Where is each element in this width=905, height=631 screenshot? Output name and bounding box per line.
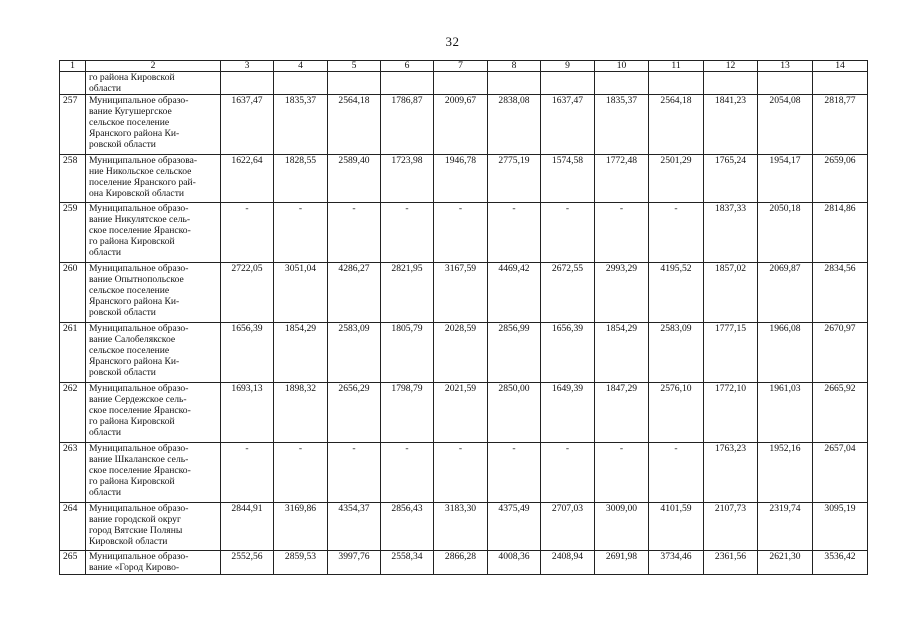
value-cell: 2021,59	[434, 383, 488, 443]
value-cell: 2814,86	[813, 203, 868, 263]
value-cell: 1772,48	[595, 155, 649, 203]
value-cell: 2659,06	[813, 155, 868, 203]
name-line: город Вятские Поляны	[89, 525, 183, 536]
value-cell: 2009,67	[434, 95, 488, 155]
value-cell: 2672,55	[541, 263, 595, 323]
column-header: 11	[649, 61, 704, 72]
municipality-name	[86, 155, 221, 203]
name-line: Муниципальное образо-	[89, 383, 189, 394]
name-line: вание городской округ	[89, 514, 181, 525]
value-cell: -	[434, 443, 488, 503]
value-cell: 1847,29	[595, 383, 649, 443]
page-number: 32	[445, 34, 460, 49]
value-cell: 1656,39	[541, 323, 595, 383]
value-cell: 2856,43	[381, 503, 434, 551]
row-number	[60, 72, 86, 95]
value-cell: 2621,30	[758, 551, 813, 575]
value-cell: 1777,15	[704, 323, 758, 383]
value-cell: 1854,29	[274, 323, 328, 383]
value-cell: -	[274, 443, 328, 503]
value-cell: 2838,08	[488, 95, 541, 155]
value-cell: -	[595, 203, 649, 263]
value-cell: 1841,23	[704, 95, 758, 155]
table-row	[60, 72, 868, 95]
table-row	[60, 383, 868, 443]
value-cell: 2856,99	[488, 323, 541, 383]
row-number: 262	[60, 383, 86, 443]
header-row	[60, 61, 868, 72]
value-cell	[488, 72, 541, 95]
column-header: 6	[381, 61, 434, 72]
name-line: вание «Город Кирово-	[89, 562, 180, 573]
name-line: Муниципальное образо-	[89, 203, 189, 214]
name-line: вание Салобелякское	[89, 334, 176, 345]
value-cell: 4286,27	[328, 263, 381, 323]
value-cell: 2050,18	[758, 203, 813, 263]
name-line: области	[89, 83, 122, 94]
value-cell	[381, 72, 434, 95]
value-cell: 1857,02	[704, 263, 758, 323]
value-cell: 4008,36	[488, 551, 541, 575]
name-line: го района Кировской	[89, 416, 175, 427]
name-line: области	[89, 427, 122, 438]
row-number: 259	[60, 203, 86, 263]
value-cell: -	[328, 203, 381, 263]
value-cell: 1954,17	[758, 155, 813, 203]
value-cell: 3536,42	[813, 551, 868, 575]
value-cell: 1622,64	[221, 155, 274, 203]
value-cell: 2028,59	[434, 323, 488, 383]
name-line: Муниципальное образо-	[89, 551, 189, 562]
name-line: Яранского района Ки-	[89, 128, 180, 139]
value-cell	[649, 72, 704, 95]
name-line: сельское поселение	[89, 285, 170, 296]
row-number: 258	[60, 155, 86, 203]
value-cell: 1772,10	[704, 383, 758, 443]
name-line: го района Кировской	[89, 236, 175, 247]
name-line: ровской области	[89, 307, 156, 318]
name-line: поселение Яранского рай-	[89, 177, 196, 188]
value-cell: -	[221, 203, 274, 263]
table-row	[60, 263, 868, 323]
value-cell: 1805,79	[381, 323, 434, 383]
municipality-name	[86, 443, 221, 503]
name-line: вание Шкаланское сель-	[89, 454, 189, 465]
name-line: ровской области	[89, 139, 156, 150]
value-cell: 1952,16	[758, 443, 813, 503]
value-cell: 2844,91	[221, 503, 274, 551]
municipality-name	[86, 72, 221, 95]
value-cell: 4469,42	[488, 263, 541, 323]
name-line: ское поселение Яранско-	[89, 225, 191, 236]
value-cell: -	[488, 203, 541, 263]
value-cell: 2850,00	[488, 383, 541, 443]
value-cell: 3095,19	[813, 503, 868, 551]
value-cell: 1835,37	[595, 95, 649, 155]
value-cell: 1656,39	[221, 323, 274, 383]
value-cell: -	[221, 443, 274, 503]
value-cell: -	[488, 443, 541, 503]
value-cell	[541, 72, 595, 95]
value-cell: 2818,77	[813, 95, 868, 155]
value-cell: 2583,09	[649, 323, 704, 383]
row-number: 264	[60, 503, 86, 551]
value-cell	[758, 72, 813, 95]
row-number: 260	[60, 263, 86, 323]
value-cell: 3997,76	[328, 551, 381, 575]
municipality-name	[86, 263, 221, 323]
row-number: 261	[60, 323, 86, 383]
value-cell	[221, 72, 274, 95]
value-cell: 2576,10	[649, 383, 704, 443]
value-cell: -	[381, 443, 434, 503]
value-cell: 4195,52	[649, 263, 704, 323]
value-cell: -	[541, 443, 595, 503]
municipality-name	[86, 323, 221, 383]
value-cell: 2775,19	[488, 155, 541, 203]
column-header: 3	[221, 61, 274, 72]
value-cell	[704, 72, 758, 95]
value-cell: 2501,29	[649, 155, 704, 203]
value-cell: -	[649, 203, 704, 263]
table-row	[60, 203, 868, 263]
column-header: 5	[328, 61, 381, 72]
column-header: 4	[274, 61, 328, 72]
tariff-table	[59, 60, 868, 575]
value-cell: 4375,49	[488, 503, 541, 551]
value-cell: 3051,04	[274, 263, 328, 323]
value-cell: 1946,78	[434, 155, 488, 203]
value-cell: 1898,32	[274, 383, 328, 443]
value-cell: 3009,00	[595, 503, 649, 551]
value-cell: 2707,03	[541, 503, 595, 551]
value-cell: 1723,98	[381, 155, 434, 203]
value-cell: 1837,33	[704, 203, 758, 263]
value-cell: 1693,13	[221, 383, 274, 443]
name-line: Яранского района Ки-	[89, 296, 180, 307]
value-cell: 1961,03	[758, 383, 813, 443]
value-cell: -	[434, 203, 488, 263]
value-cell: 3169,86	[274, 503, 328, 551]
value-cell: 2866,28	[434, 551, 488, 575]
value-cell: 2319,74	[758, 503, 813, 551]
column-header: 10	[595, 61, 649, 72]
name-line: Муниципальное образо-	[89, 263, 189, 274]
value-cell	[595, 72, 649, 95]
value-cell: 1786,87	[381, 95, 434, 155]
value-cell: 2657,04	[813, 443, 868, 503]
table-row	[60, 551, 868, 575]
value-cell	[274, 72, 328, 95]
municipality-name	[86, 503, 221, 551]
name-line: области	[89, 247, 122, 258]
value-cell: 1828,55	[274, 155, 328, 203]
name-line: сельское поселение	[89, 345, 170, 356]
value-cell: 2361,56	[704, 551, 758, 575]
column-header: 13	[758, 61, 813, 72]
row-number: 265	[60, 551, 86, 575]
value-cell: 2054,08	[758, 95, 813, 155]
value-cell: 2558,34	[381, 551, 434, 575]
table-row	[60, 155, 868, 203]
name-line: ское поселение Яранско-	[89, 405, 191, 416]
value-cell	[434, 72, 488, 95]
value-cell: 2564,18	[649, 95, 704, 155]
municipality-name	[86, 203, 221, 263]
name-line: го района Кировской	[89, 72, 175, 83]
value-cell	[328, 72, 381, 95]
name-line: она Кировской области	[89, 188, 185, 199]
table-row	[60, 503, 868, 551]
column-header: 7	[434, 61, 488, 72]
value-cell: 1574,58	[541, 155, 595, 203]
value-cell: 3167,59	[434, 263, 488, 323]
name-line: ние Никольское сельское	[89, 166, 192, 177]
municipality-name	[86, 95, 221, 155]
value-cell: 1637,47	[221, 95, 274, 155]
value-cell: 2107,73	[704, 503, 758, 551]
name-line: вание Никулятское сель-	[89, 214, 191, 225]
value-cell: 2665,92	[813, 383, 868, 443]
column-header: 14	[813, 61, 868, 72]
value-cell: 1763,23	[704, 443, 758, 503]
name-line: ровской области	[89, 367, 156, 378]
value-cell: 2583,09	[328, 323, 381, 383]
value-cell: 2656,29	[328, 383, 381, 443]
row-number: 263	[60, 443, 86, 503]
name-line: вание Опытнопольское	[89, 274, 184, 285]
value-cell: 4101,59	[649, 503, 704, 551]
name-line: Муниципальное образова-	[89, 155, 198, 166]
value-cell: 2670,97	[813, 323, 868, 383]
value-cell: 2552,56	[221, 551, 274, 575]
value-cell: 1765,24	[704, 155, 758, 203]
value-cell: 2564,18	[328, 95, 381, 155]
municipality-name	[86, 383, 221, 443]
name-line: Муниципальное образо-	[89, 503, 189, 514]
value-cell: 2589,40	[328, 155, 381, 203]
name-line: Кировской области	[89, 536, 168, 547]
value-cell: 2722,05	[221, 263, 274, 323]
name-line: сельское поселение	[89, 117, 170, 128]
value-cell: -	[541, 203, 595, 263]
value-cell: -	[381, 203, 434, 263]
value-cell: -	[649, 443, 704, 503]
value-cell: 1966,08	[758, 323, 813, 383]
value-cell: -	[328, 443, 381, 503]
name-line: Яранского района Ки-	[89, 356, 180, 367]
value-cell: 1798,79	[381, 383, 434, 443]
value-cell: 2993,29	[595, 263, 649, 323]
name-line: го района Кировской	[89, 476, 175, 487]
row-number: 257	[60, 95, 86, 155]
name-line: ское поселение Яранско-	[89, 465, 191, 476]
municipality-name	[86, 551, 221, 575]
table-row	[60, 323, 868, 383]
value-cell	[813, 72, 868, 95]
name-line: Муниципальное образо-	[89, 323, 189, 334]
table-row	[60, 95, 868, 155]
value-cell: 2859,53	[274, 551, 328, 575]
name-line: вание Сердежское сель-	[89, 394, 187, 405]
value-cell: 3183,30	[434, 503, 488, 551]
name-line: области	[89, 487, 122, 498]
column-header: 9	[541, 61, 595, 72]
value-cell: 2834,56	[813, 263, 868, 323]
column-header: 1	[60, 61, 86, 72]
value-cell: -	[595, 443, 649, 503]
value-cell: -	[274, 203, 328, 263]
value-cell: 1637,47	[541, 95, 595, 155]
value-cell: 1649,39	[541, 383, 595, 443]
value-cell: 1854,29	[595, 323, 649, 383]
value-cell: 3734,46	[649, 551, 704, 575]
table-row	[60, 443, 868, 503]
column-header: 12	[704, 61, 758, 72]
column-header: 8	[488, 61, 541, 72]
value-cell: 2408,94	[541, 551, 595, 575]
value-cell: 2821,95	[381, 263, 434, 323]
value-cell: 2691,98	[595, 551, 649, 575]
name-line: вание Кугушергское	[89, 106, 172, 117]
value-cell: 1835,37	[274, 95, 328, 155]
name-line: Муниципальное образо-	[89, 95, 189, 106]
value-cell: 4354,37	[328, 503, 381, 551]
name-line: Муниципальное образо-	[89, 443, 189, 454]
value-cell: 2069,87	[758, 263, 813, 323]
column-header: 2	[86, 61, 221, 72]
